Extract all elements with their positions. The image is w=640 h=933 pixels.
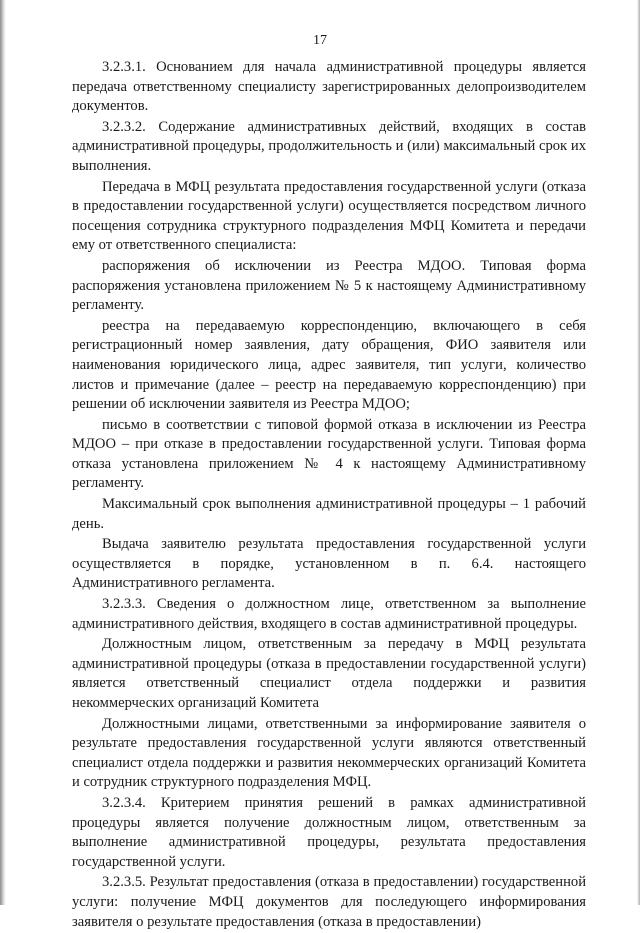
paragraph-responsible-transfer: Должностным лицом, ответственным за передачу в МФЦ результата административной процедуры (отказа в предоставлении государственной услуги) является ответственный специалист отдела поддержки и развития некоммерческих организаций Комитета	[72, 636, 586, 711]
paragraph-3-2-3-4: 3.2.3.4. Критерием принятия решений в рамках административной процедуры является получение должностным лицом, ответственным за выполнение административной процедуры, результата предоставления государственной услуги.	[72, 794, 586, 870]
paragraph-transfer-to-mfc: Передача в МФЦ результата предоставления государственной услуги (отказа в предоставлении государственной услуги) осуществляется посредством личного посещения сотрудника структурного подразделения МФЦ Комитета и передачи ему от ответственного специалиста:	[72, 178, 586, 254]
paragraph-3-2-3-2: 3.2.3.2. Содержание административных действий, входящих в состав административной процедуры, продолжительность и (или) максимальный срок их выполнения.	[72, 118, 586, 174]
paragraph-order-exclusion: распоряжения об исключении из Реестра МДОО. Типовая форма распоряжения установлена приложением № 5 к настоящему Административному регламенту.	[72, 257, 586, 314]
page-number: 17	[313, 33, 327, 48]
paragraph-refusal-letter: письмо в соответствии с типовой формой отказа в исключении из Реестра МДОО – при отказе в предоставлении государственной услуги. Типовая форма отказа установлена приложением № 4 к настоящему Административному регламенту.	[72, 416, 586, 492]
paragraph-3-2-3-5: 3.2.3.5. Результат предоставления (отказа в предоставлении) государственной услуги: получение МФЦ документов для последующего информирования заявителя о результате предоставления (отказа в предоставлении)	[72, 874, 586, 930]
paragraph-3-2-3-3: 3.2.3.3. Сведения о должностном лице, ответственном за выполнение административного действия, входящего в состав административной процедуры.	[72, 596, 586, 632]
scan-left-edge	[0, 0, 6, 905]
paragraph-3-2-3-1: 3.2.3.1. Основанием для начала административной процедуры является передача ответственному специалисту зарегистрированных делопроизводителем документов.	[72, 59, 586, 115]
paragraph-responsible-informing: Должностными лицами, ответственными за информирование заявителя о результате предоставления государственной услуги являются ответственный специалист отдела поддержки и развития некоммерческих организаций Комитета и сотрудник структурного подразделения МФЦ.	[72, 715, 586, 791]
paragraph-correspondence-register: реестра на передаваемую корреспонденцию, включающего в себя регистрационный номер заявления, дату обращения, ФИО заявителя или наименования юридического лица, адрес заявителя, тип услуги, количество листов и примечание (далее – реестр на передаваемую корреспонденцию) при решении об исключении заявителя из Реестра МДОО;	[72, 317, 586, 413]
paragraph-max-term: Максимальный срок выполнения административной процедуры – 1 рабочий день.	[72, 496, 586, 532]
paragraph-issuance: Выдача заявителю результата предоставления государственной услуги осуществляется в порядке, установленном в п. 6.4. настоящего Административного регламента.	[72, 536, 586, 592]
document-body	[72, 58, 586, 933]
